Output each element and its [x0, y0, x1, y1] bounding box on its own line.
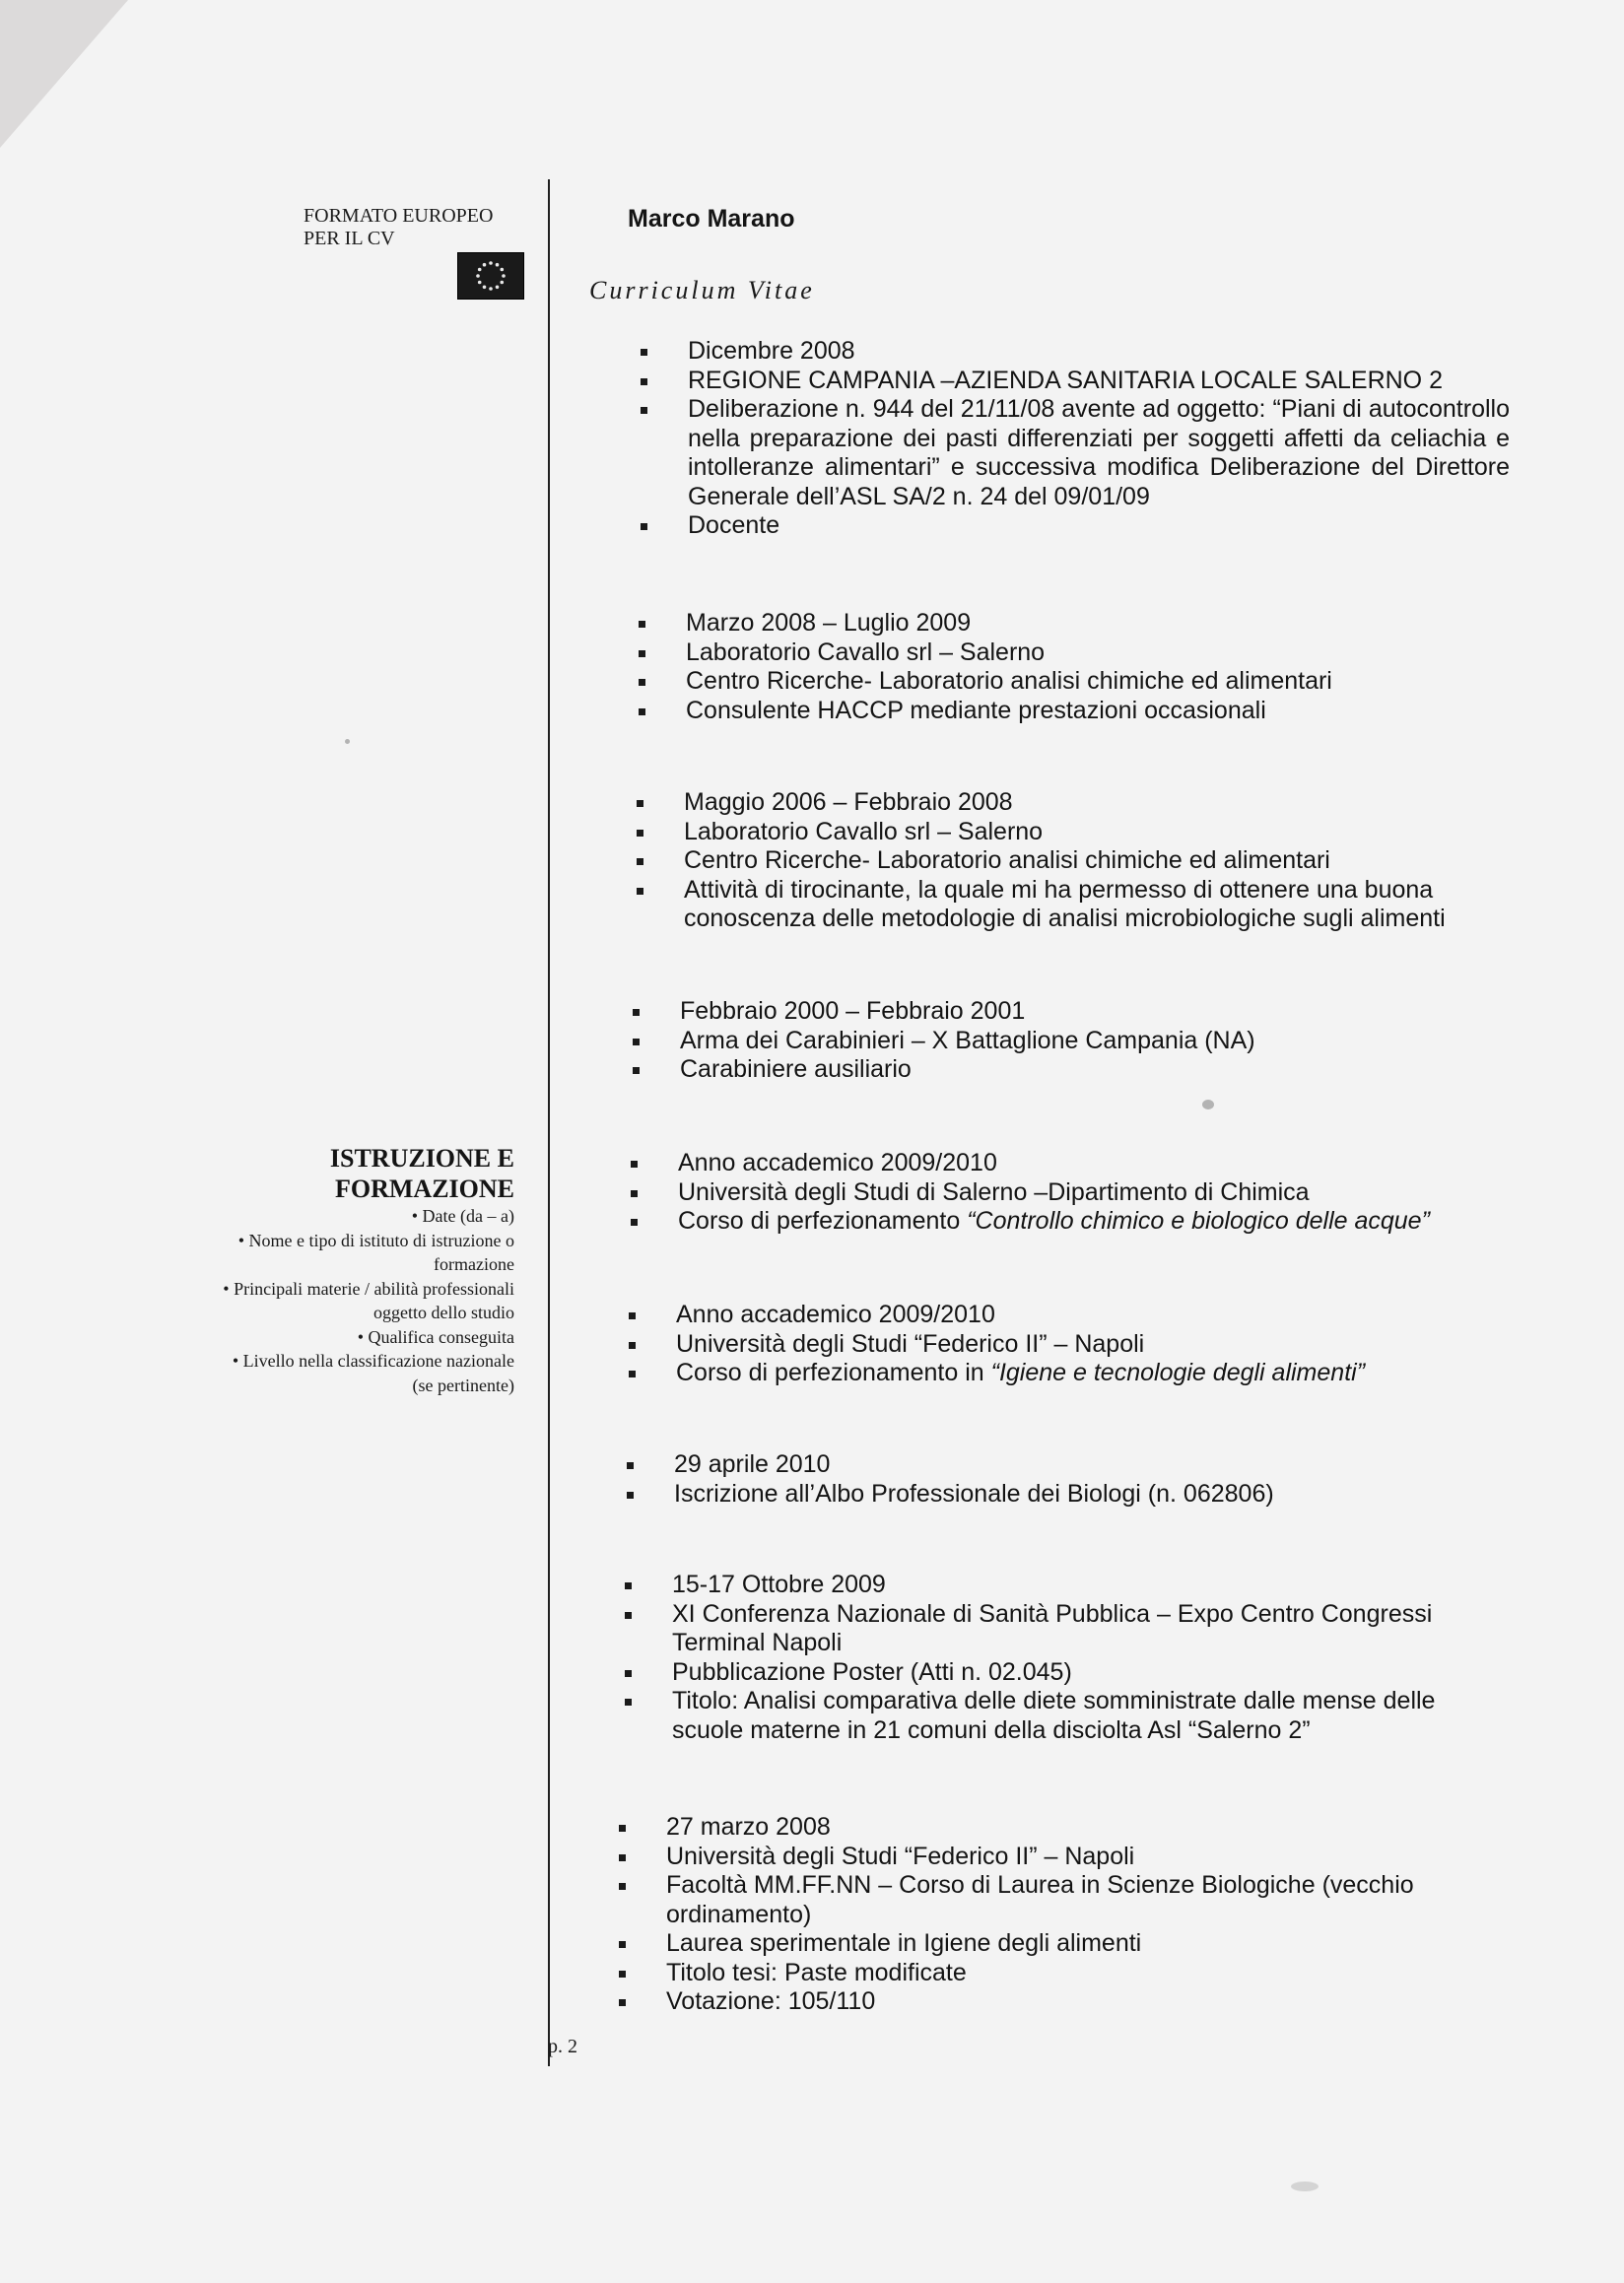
list-item: Marzo 2008 – Luglio 2009: [637, 609, 1514, 638]
course-prefix: Corso di perfezionamento in: [676, 1359, 991, 1386]
education-field-labels: [223, 1204, 514, 1397]
list-item: Maggio 2006 – Febbraio 2008: [635, 788, 1512, 818]
list-item: Centro Ricerche- Laboratorio analisi chimiche ed alimentari: [637, 667, 1514, 697]
field-label: formazione: [434, 1254, 514, 1274]
list-item: Arma dei Carabinieri – X Battaglione Campania (NA): [631, 1027, 1508, 1056]
field-label: • Livello nella classificazione nazionale: [232, 1351, 514, 1371]
format-label: [304, 205, 493, 250]
format-line-2: PER IL CV: [304, 228, 395, 249]
document-subtitle: Curriculum Vitae: [589, 276, 815, 304]
list-item: Laurea sperimentale in Igiene degli alimenti: [617, 1929, 1504, 1959]
field-label: oggetto dello studio: [373, 1303, 514, 1322]
section-title-line-1: ISTRUZIONE E: [329, 1144, 514, 1173]
experience-entry-2: [637, 609, 1514, 725]
list-item: [629, 1207, 1516, 1237]
list-item: Consulente HACCP mediante prestazioni occasionali: [637, 697, 1514, 726]
list-item: Febbraio 2000 – Febbraio 2001: [631, 997, 1508, 1027]
list-item: Votazione: 105/110: [617, 1987, 1504, 2017]
field-label: (se pertinente): [412, 1375, 514, 1395]
list-item: Docente: [639, 511, 1510, 541]
list-item: 27 marzo 2008: [617, 1813, 1504, 1843]
list-item: Laboratorio Cavallo srl – Salerno: [635, 818, 1512, 847]
eu-flag-icon: [457, 252, 524, 300]
experience-entry-4: [631, 997, 1508, 1085]
course-title: “Controllo chimico e biologico delle acque”: [967, 1207, 1430, 1235]
list-item: Anno accademico 2009/2010: [627, 1301, 1514, 1330]
course-prefix: Corso di perfezionamento: [678, 1207, 968, 1235]
education-entry-3: [625, 1450, 1512, 1509]
list-item: Dicembre 2008: [639, 337, 1510, 367]
list-item: Università degli Studi di Salerno –Dipartimento di Chimica: [629, 1178, 1516, 1208]
list-item: 29 aprile 2010: [625, 1450, 1512, 1480]
folded-corner: [0, 0, 128, 148]
list-item: Attività di tirocinante, la quale mi ha permesso di ottenere una buona conoscenza delle metodologie di analisi microbiologiche sugli alimenti: [635, 876, 1512, 934]
list-item: XI Conferenza Nazionale di Sanità Pubblica – Expo Centro Congressi Terminal Napoli: [623, 1600, 1510, 1658]
list-item: Centro Ricerche- Laboratorio analisi chimiche ed alimentari: [635, 846, 1512, 876]
education-entry-5: [617, 1813, 1504, 2017]
list-item: Deliberazione n. 944 del 21/11/08 avente ad oggetto: “Piani di autocontrollo nella preparazione dei pasti differenziati per soggetti affetti da celiachia e intolleranze alimentari” e successiva modifica Deliberazione del Direttore Generale dell’ASL SA/2 n. 24 del 09/01/09: [639, 395, 1510, 511]
list-item: 15-17 Ottobre 2009: [623, 1571, 1510, 1600]
education-entry-2: [627, 1301, 1514, 1388]
list-item: Pubblicazione Poster (Atti n. 02.045): [623, 1658, 1510, 1688]
list-item: Iscrizione all’Albo Professionale dei Biologi (n. 062806): [625, 1480, 1512, 1510]
list-item: Carabiniere ausiliario: [631, 1055, 1508, 1085]
list-item: [627, 1359, 1514, 1388]
education-section-title: [330, 1143, 514, 1204]
list-item: Università degli Studi “Federico II” – Napoli: [617, 1843, 1504, 1872]
field-label: • Principali materie / abilità professionali: [223, 1278, 514, 1299]
list-item: Università degli Studi “Federico II” – Napoli: [627, 1330, 1514, 1360]
list-item: REGIONE CAMPANIA –AZIENDA SANITARIA LOCALE SALERNO 2: [639, 367, 1510, 396]
scan-speck: [1291, 2182, 1319, 2191]
list-item: Laboratorio Cavallo srl – Salerno: [637, 638, 1514, 668]
list-item: Facoltà MM.FF.NN – Corso di Laurea in Scienze Biologiche (vecchio ordinamento): [617, 1871, 1504, 1929]
experience-entry-1: [639, 337, 1510, 541]
scan-speck: [345, 739, 350, 744]
education-entry-4: [623, 1571, 1510, 1745]
column-divider: [548, 179, 550, 2066]
list-item: Anno accademico 2009/2010: [629, 1149, 1516, 1178]
scan-speck: [1202, 1100, 1214, 1109]
list-item: Titolo tesi: Paste modificate: [617, 1959, 1504, 1988]
field-label: • Date (da – a): [411, 1206, 514, 1226]
format-line-1: FORMATO EUROPEO: [304, 205, 494, 227]
education-entry-1: [629, 1149, 1516, 1237]
list-item: Titolo: Analisi comparativa delle diete somministrate dalle mense delle scuole materne in 21 comuni della disciolta Asl “Salerno 2”: [623, 1687, 1510, 1745]
page-number: p. 2: [548, 2036, 577, 2057]
experience-entry-3: [635, 788, 1512, 934]
field-label: • Nome e tipo di istituto di istruzione o: [237, 1230, 514, 1250]
person-name: Marco Marano: [628, 205, 795, 233]
section-title-line-2: FORMAZIONE: [335, 1175, 514, 1203]
field-label: • Qualifica conseguita: [357, 1326, 514, 1347]
course-title: “Igiene e tecnologie degli alimenti”: [990, 1359, 1366, 1386]
